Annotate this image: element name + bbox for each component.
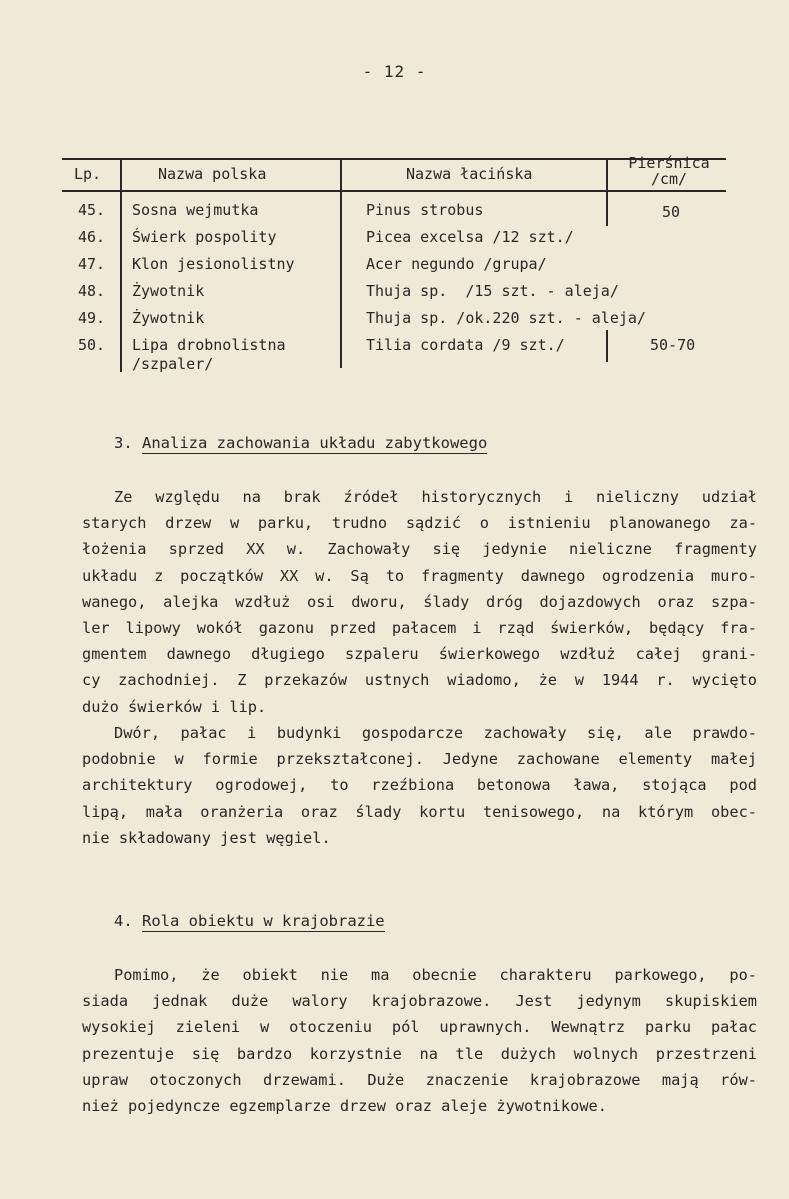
text-line: siada jednak duże walory krajobrazowe. Jest jedynym skupiskiem xyxy=(82,992,757,1011)
row-diameter: 50-70 xyxy=(650,336,696,354)
row-latin-name: Thuja sp. /15 szt. - aleja/ xyxy=(366,282,619,300)
row-lp: 46. xyxy=(78,228,106,246)
page-number: - 12 - xyxy=(362,62,427,81)
row-latin-name: Tilia cordata /9 szt./ xyxy=(366,336,565,354)
section-3-paragraph-1 xyxy=(82,484,757,720)
text-line: ler lipowy wokół gazonu przed pałacem i rząd świerków, będący fra- xyxy=(82,619,757,638)
text-line: Pomimo, że obiekt nie ma obecnie charakteru parkowego, po- xyxy=(114,966,757,984)
tree-table xyxy=(62,152,726,372)
row-polish-name: Żywotnik xyxy=(132,309,205,327)
text-line: nież pojedyncze egzemplarze drzew oraz aleje żywotnikowe. xyxy=(82,1097,607,1116)
row-lp: 47. xyxy=(78,255,106,273)
row-latin-name: Acer negundo /grupa/ xyxy=(366,255,547,273)
row-polish-name: Lipa drobnolistna xyxy=(132,336,286,354)
row-latin-name: Picea excelsa /12 szt./ xyxy=(366,228,574,246)
text-line: prezentuje się bardzo korzystnie na tle dużych wolnych przestrzeni xyxy=(82,1044,757,1063)
table-col-divider xyxy=(340,158,342,368)
section-3-paragraph-2 xyxy=(82,720,757,851)
text-line: nie składowany jest węgiel. xyxy=(82,828,331,847)
row-latin-name: Thuja sp. /ok.220 szt. - aleja/ xyxy=(366,309,646,327)
table-header-rule xyxy=(62,190,726,192)
text-line: łożenia sprzed XX w. Zachowały się jedynie nieliczne fragmenty xyxy=(82,540,757,559)
table-col-divider xyxy=(120,158,122,372)
text-line: układu z początków XX w. Są to fragmenty dawnego ogrodzenia muro- xyxy=(82,566,757,585)
section-4-heading xyxy=(114,912,385,930)
row-latin-name: Pinus strobus xyxy=(366,201,484,219)
row-polish-name-note: /szpaler/ xyxy=(132,355,214,373)
text-line: lipą, mała oranżeria oraz ślady kortu tenisowego, na którym obec- xyxy=(82,802,757,821)
row-lp: 50. xyxy=(78,336,106,354)
row-lp: 48. xyxy=(78,282,106,300)
section-number: 3. xyxy=(114,434,133,452)
row-lp: 49. xyxy=(78,309,106,327)
header-diameter-label: Pierśnica /cm/ xyxy=(628,154,710,188)
text-line: architektury ogrodowej, to rzeźbiona betonowa ława, stojąca pod xyxy=(82,776,757,795)
row-polish-name: Klon jesionolistny xyxy=(132,255,295,273)
section-title: Analiza zachowania układu zabytkowego xyxy=(142,434,488,452)
text-line: upraw otoczonych drzewami. Duże znaczenie krajobrazowe mają rów- xyxy=(82,1070,757,1089)
row-diameter: 50 xyxy=(662,203,681,221)
section-title: Rola obiektu w krajobrazie xyxy=(142,912,385,930)
section-number: 4. xyxy=(114,912,133,930)
text-line: cy zachodniej. Z przekazów ustnych wiadomo, że w 1944 r. wycięto xyxy=(82,671,757,690)
row-lp: 45. xyxy=(78,201,106,219)
table-col-divider xyxy=(606,330,608,362)
text-line: Ze względu na brak źródeł historycznych i nieliczny udział xyxy=(114,488,757,506)
header-diameter xyxy=(612,155,726,187)
row-polish-name: Świerk pospolity xyxy=(132,228,277,246)
text-line: starych drzew w parku, trudno sądzić o istnieniu planowanego za- xyxy=(82,514,757,533)
section-4-paragraph-1 xyxy=(82,962,757,1119)
header-lp: Lp. xyxy=(74,165,102,183)
header-polish-name: Nazwa polska xyxy=(158,165,267,183)
section-3-heading xyxy=(114,434,487,452)
text-line: gmentem dawnego długiego szpaleru świerkowego wzdłuż całej grani- xyxy=(82,645,757,664)
text-line: Dwór, pałac i budynki gospodarcze zachowały się, ale prawdo- xyxy=(114,724,757,742)
text-line: wysokiej zieleni w otoczeniu pól uprawnych. Wewnątrz parku pałac xyxy=(82,1018,757,1037)
text-line: dużo świerków i lip. xyxy=(82,697,267,716)
row-polish-name: Sosna wejmutka xyxy=(132,201,259,219)
text-line: podobnie w formie przekształconej. Jedyne zachowane elementy małej xyxy=(82,750,757,769)
row-polish-name: Żywotnik xyxy=(132,282,205,300)
table-col-divider xyxy=(606,192,608,226)
text-line: wanego, alejka wzdłuż osi dworu, ślady dróg dojazdowych oraz szpa- xyxy=(82,592,757,611)
table-col-divider xyxy=(606,158,608,192)
header-latin-name: Nazwa łacińska xyxy=(406,165,533,183)
